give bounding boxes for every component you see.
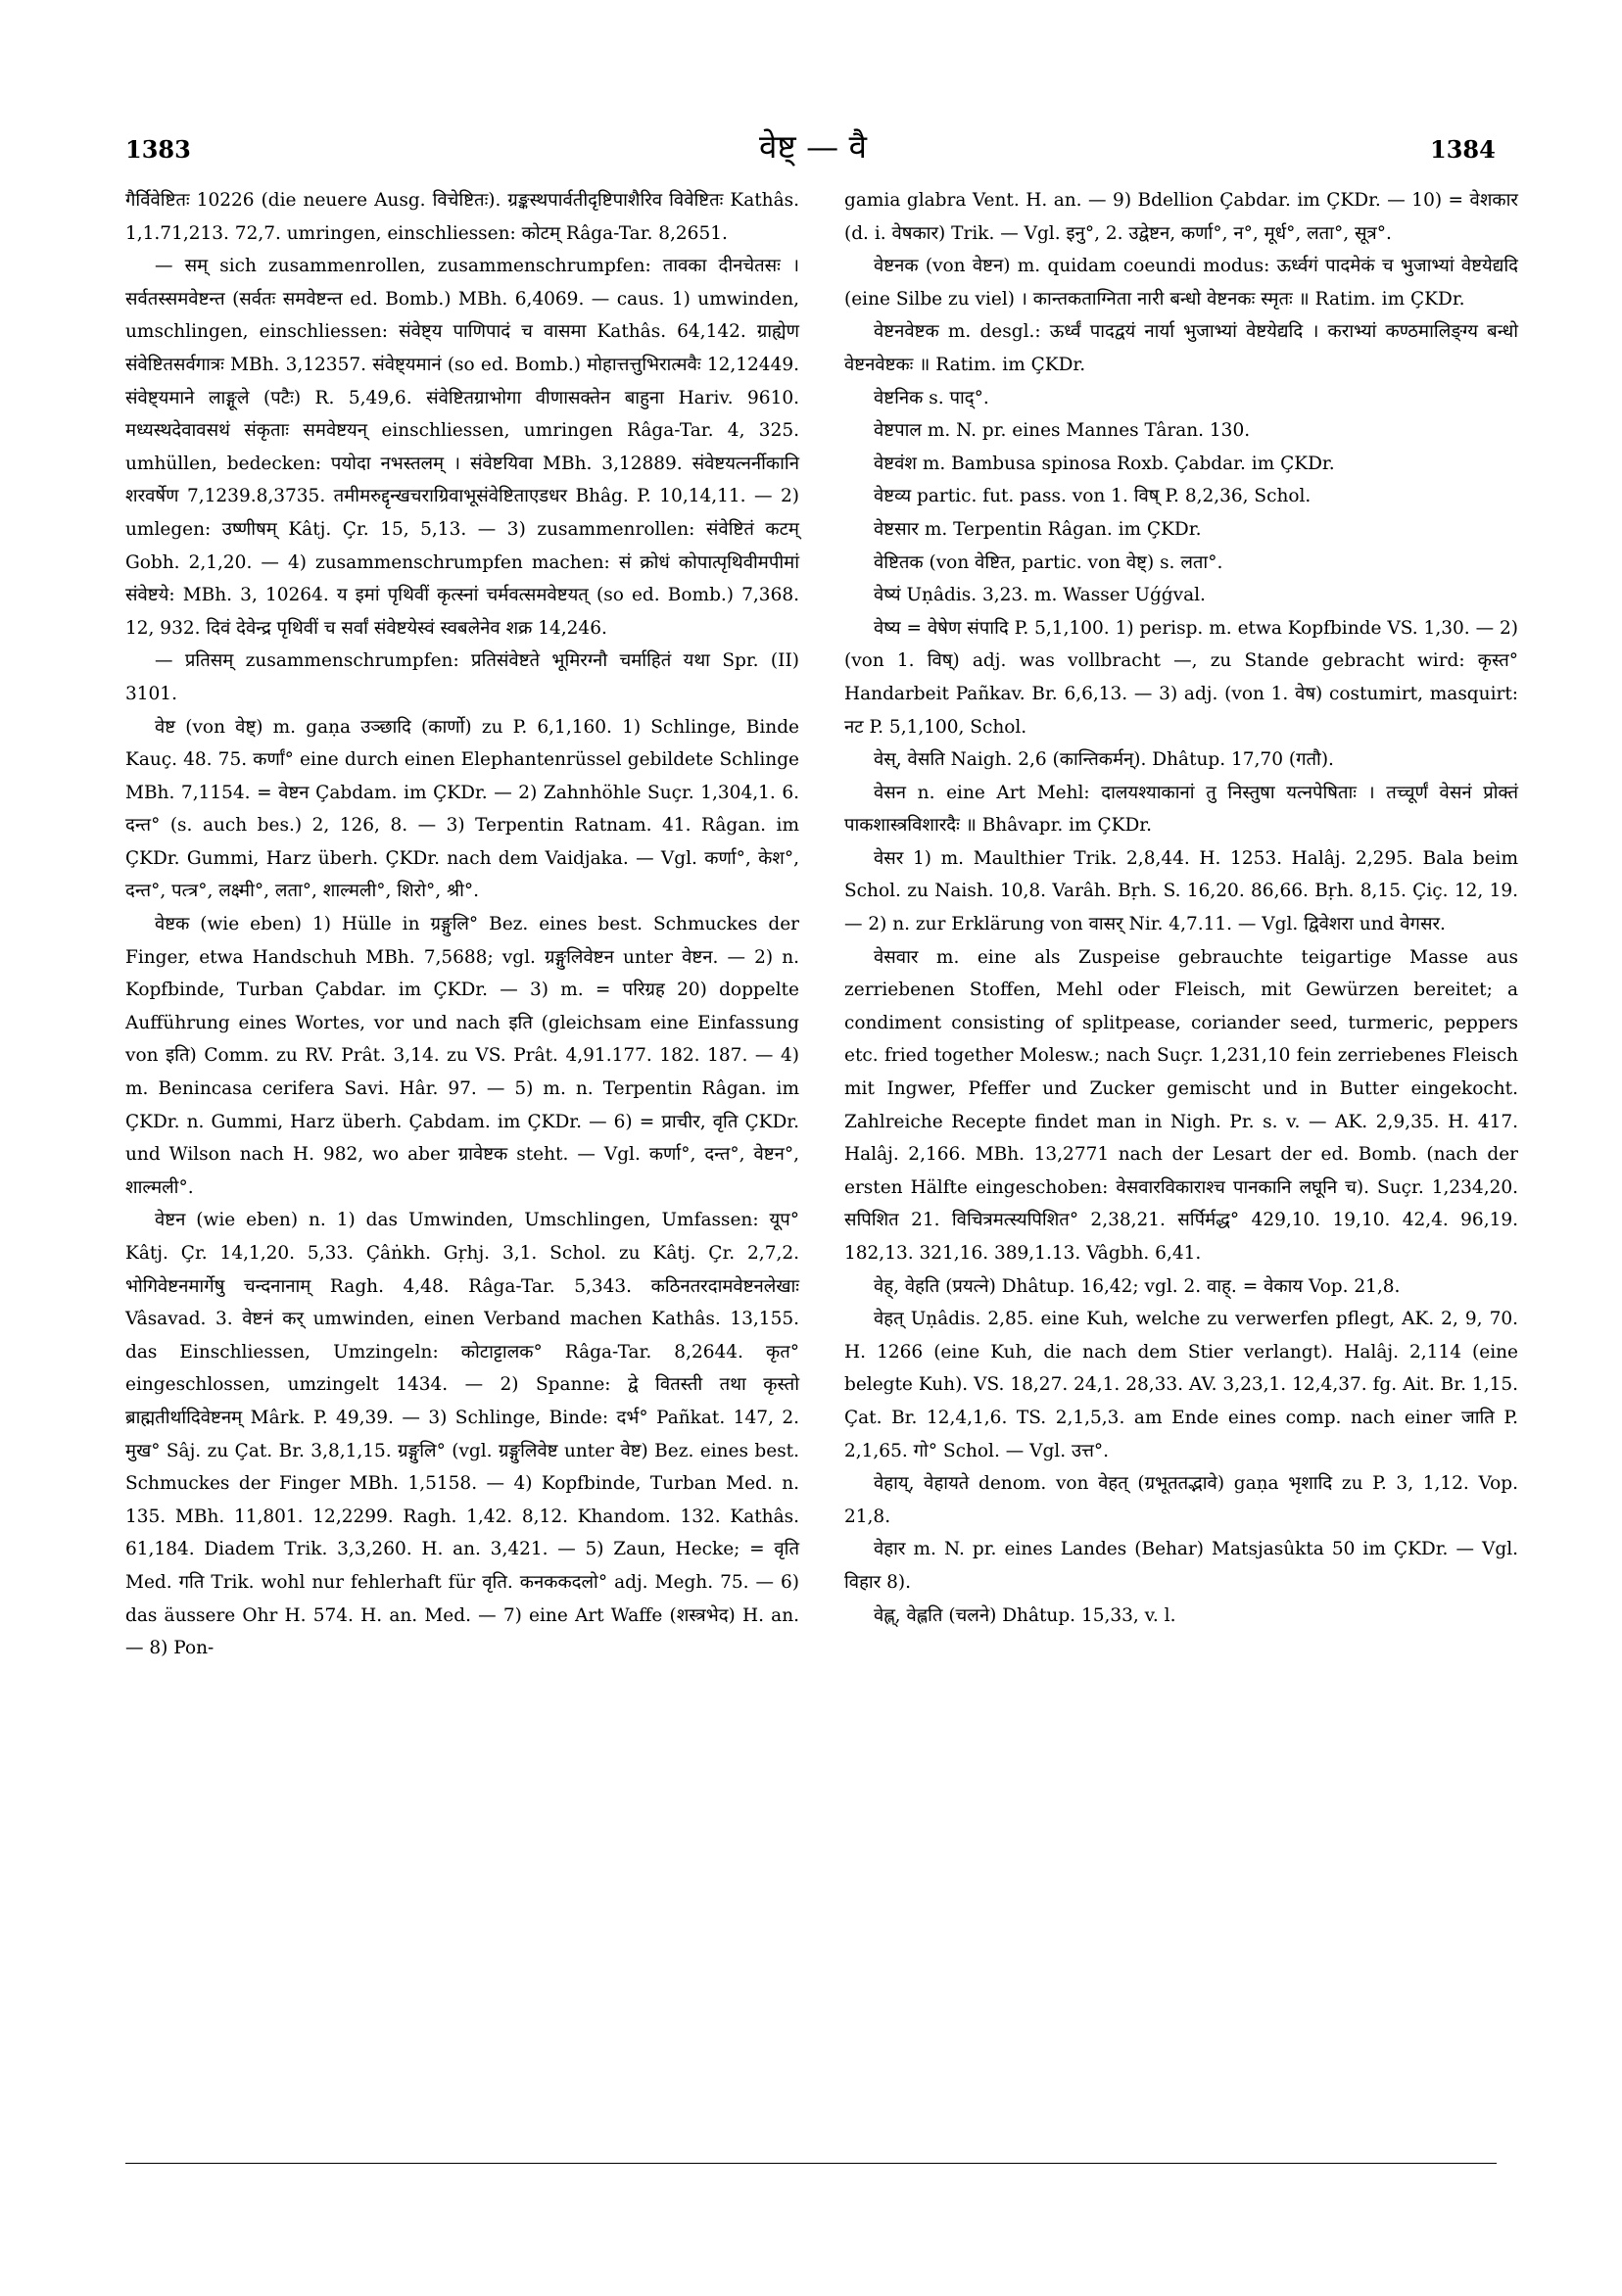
dictionary-entry: वेसन n. eine Art Mehl: दालयश्याकानां तु निस्तुषा यत्नपेषिताः । तच्चूर्णं वेसनं प्रोक्तं पाकशास्त्रविशारदैः ॥ Bhâvapr. im ÇKDr. <box>844 782 1518 837</box>
dictionary-entry: वेसवार m. eine als Zuspeise gebrauchte teigartige Masse aus zerriebenen Stoffen, Mehl oder Fleisch, mit Gewürzen bereitet; a condiment consisting of splitpease, coriander seed, turmeric, peppers etc. fried together Molesw.; nach Suçr. 1,231,10 fein zerriebenes Fleisch mit Ingwer, Pfeffer und Zucker gemischt und in Butter eingekocht. Zahlreiche Recepte findet man in Nigh. Pr. s. v. — AK. 2,9,35. H. 417. Halâj. 2,166. MBh. 13,2771 nach der Lesart der ed. Bomb. (nach der ersten Hälfte eingeschoben: वेसवारविकाराश्च पानकानि लघूनि च). Suçr. 1,234,20. सपिशित 21. विचित्रमत्स्यपिशित° 2,38,21. सर्पिर्मद्ध° 429,10. 19,10. 42,4. 96,19. 182,13. 321,16. 389,1.13. Vâgbh. 6,41. <box>844 946 1518 1264</box>
dictionary-entry: — प्रतिसम् zusammenschrumpfen: प्रतिसंवेष्टते भूमिरग्नौ चर्माहितं यथा Spr. (II) 3101. <box>125 650 799 704</box>
dictionary-entry: वेष्टवंश m. Bambusa spinosa Roxb. Çabdar. im ÇKDr. <box>874 453 1335 474</box>
dictionary-entry: वेसर 1) m. Maulthier Trik. 2,8,44. H. 1253. Halâj. 2,295. Bala beim Schol. zu Naish. 10,8. Varâh. Bṛh. S. 16,20. 86,66. Bṛh. 8,15. Çiç. 12, 19. — 2) n. zur Erklärung von वासर् Nir. 4,7.11. — Vgl. द्विवेशरा und वेगसर. <box>844 847 1518 935</box>
page-number-left: 1383 <box>125 135 191 164</box>
footer-rule <box>125 2163 1497 2164</box>
page-header <box>0 0 1622 176</box>
dictionary-entry: वेष्य = वेषेण संपादि P. 5,1,100. 1) perisp. m. etwa Kopfbinde VS. 1,30. — 2) (von 1. विष्) adj. was vollbracht —, zu Stande gebracht wird: कृस्त° Handarbeit Pañkav. Br. 6,6,13. — 3) adj. (von 1. वेष) costumirt, masquirt: नट P. 5,1,100, Schol. <box>844 617 1518 738</box>
right-column <box>844 184 1518 1632</box>
dictionary-entry: वेस्, वेसति Naigh. 2,6 (कान्तिकर्मन्). Dhâtup. 17,70 (गतौ). <box>874 749 1334 771</box>
dictionary-entry: वेष्टसार m. Terpentin Râgan. im ÇKDr. <box>874 518 1202 540</box>
dictionary-entry: वेह्ल्, वेह्लति (चलने) Dhâtup. 15,33, v. l. <box>874 1604 1176 1626</box>
page-number-right: 1384 <box>1430 135 1496 164</box>
dictionary-entry: गैर्विवेष्टितः 10226 (die neuere Ausg. विचेष्टितः). ग्रङ्कस्थपार्वतीदृष्टिपाशैरिव विवेष्टितः Kathâs. 1,1.71,213. 72,7. umringen, einschliessen: कोटम् Râga-Tar. 8,2651. <box>125 190 799 244</box>
dictionary-entry: वेष्टितक (von वेष्टित, partic. von वेष्ट्) s. लता°. <box>874 551 1223 573</box>
dictionary-entry: वेष्टपाल m. N. pr. eines Mannes Târan. 130. <box>874 420 1251 442</box>
dictionary-entry: वेष्टनवेष्टक m. desgl.: ऊर्ध्वं पादद्वयं नार्या भुजाभ्यां वेष्टयेद्यदि । कराभ्यां कण्ठमालिङ्ग्य बन्धो वेष्टनवेष्टकः ॥ Ratim. im ÇKDr. <box>844 321 1518 375</box>
dictionary-entry: gamia glabra Vent. H. an. — 9) Bdellion Çabdar. im ÇKDr. — 10) = वेशकार (d. i. वेषकार) Trik. — Vgl. इनु°, 2. उद्वेष्टन, कर्णा°, न°, मूर्ध°, लता°, सूत्र°. <box>844 190 1518 244</box>
dictionary-entry: — सम् sich zusammenrollen, zusammenschrumpfen: तावका दीनचेतसः । सर्वतस्समवेष्टन्त (सर्वतः समवेष्टन्त ed. Bomb.) MBh. 6,4069. — caus. 1) umwinden, umschlingen, einschliessen: संवेष्ट्य पाणिपादं च वासमा Kathâs. 64,142. ग्राह्येण संवेष्टितसर्वगात्रः MBh. 3,12357. संवेष्ट्यमानं (so ed. Bomb.) मोहात्तत्तुभिरात्मवैः 12,12449. संवेष्ट्यमाने लाङ्गूले (पटैः) R. 5,49,6. संवेष्टितग्राभोगा वीणासक्तेन बाहुना Hariv. 9610. मध्यस्थदेवावसथं संकृताः समवेष्टयन् einschliessen, umringen Râga-Tar. 4, 325. umhüllen, bedecken: पयोदा नभस्तलम् । संवेष्टयिवा MBh. 3,12889. संवेष्टयत्नर्नीकानि शरवर्षेण 7,1239.8,3735. तमीमरुद्दृन्खचराग्रिवाभूसंवेष्टिताएडधर Bhâg. P. 10,14,11. — 2) umlegen: उष्णीषम् Kâtj. Çr. 15, 5,13. — 3) zusammenrollen: संवेष्टितं कटम् Gobh. 2,1,20. — 4) zusammenschrumpfen machen: सं क्रोधं कोपात्पृथिवीमपीमां संवेष्टये: MBh. 3, 10264. य इमां पृथिवीं कृत्स्नां चर्मवत्समवेष्टयत् (so ed. Bomb.) 7,368. 12, 932. दिवं देवेन्द्र पृथिवीं च सर्वां संवेष्टयेस्वं स्वबलेनेव शक्र 14,246. <box>125 256 799 639</box>
dictionary-entry: वेह्, वेहति (प्रयत्ने) Dhâtup. 16,42; vgl. 2. वाह्. = वेकाय Vop. 21,8. <box>874 1275 1401 1297</box>
dictionary-entry: वेष्टव्य partic. fut. pass. von 1. विष् P. 8,2,36, Schol. <box>874 486 1312 507</box>
dictionary-entry: वेष्ट (von वेष्ट्) m. gaṇa उञ्छादि (कार्णो) zu P. 6,1,160. 1) Schlinge, Binde Kauç. 48. 75. कर्णां° eine durch einen Elephantenrüssel gebildete Schlinge MBh. 7,1154. = वेष्टन Çabdam. im ÇKDr. — 2) Zahnhöhle Suçr. 1,304,1. 6. दन्त° (s. auch bes.) 2, 126, 8. — 3) Terpentin Ratnam. 41. Râgan. im ÇKDr. Gummi, Harz überh. ÇKDr. nach dem Vaidjaka. — Vgl. कर्णा°, केश°, दन्त°, पत्त्र°, लक्ष्मी°, लता°, शाल्मली°, शिरो°, श्री°. <box>125 716 799 902</box>
dictionary-entry: वेष्यं Uṇâdis. 3,23. m. Wasser Uǵǵval. <box>874 585 1206 606</box>
running-headword: वेष्ट् — वै <box>759 127 867 166</box>
dictionary-entry: वेष्टनिक s. पाद्°. <box>874 387 989 408</box>
dictionary-entry: वेहार m. N. pr. eines Landes (Behar) Matsjasûkta 50 im ÇKDr. — Vgl. विहार 8). <box>844 1539 1518 1593</box>
left-column <box>125 184 799 1665</box>
dictionary-entry: वेष्टनक (von वेष्टन) m. quidam coeundi modus: ऊर्ध्वगं पादमेकं च भुजाभ्यां वेष्टयेद्यदि (eine Silbe zu viel) । कान्तकताग्निता नारी बन्धो वेष्टनकः स्मृतः ॥ Ratim. im ÇKDr. <box>844 256 1518 310</box>
dictionary-entry: वेष्टक (wie eben) 1) Hülle in ग्रङ्गुलि° Bez. eines best. Schmuckes der Finger, etwa Handschuh MBh. 7,5688; vgl. ग्रङ्गुलिवेष्टन unter वेष्टन. — 2) n. Kopfbinde, Turban Çabdar. im ÇKDr. — 3) m. = परिग्रह 20) doppelte Aufführung eines Wortes, vor und nach इति (gleichsam eine Einfassung von इति) Comm. zu RV. Prât. 3,14. zu VS. Prât. 4,91.177. 182. 187. — 4) m. Benincasa cerifera Savi. Hâr. 97. — 5) m. n. Terpentin Râgan. im ÇKDr. n. Gummi, Harz überh. Çabdam. im ÇKDr. — 6) = प्राचीर, वृति ÇKDr. und Wilson nach H. 982, wo aber ग्रावेष्टक steht. — Vgl. कर्णा°, दन्त°, वेष्टन°, शाल्मली°. <box>125 914 799 1198</box>
dictionary-entry: वेष्टन (wie eben) n. 1) das Umwinden, Umschlingen, Umfassen: यूप° Kâtj. Çr. 14,1,20. 5,33. Çâṅkh. Gṛhj. 3,1. Schol. zu Kâtj. Çr. 2,7,2. भोगिवेष्टनमार्गेषु चन्दनानाम् Ragh. 4,48. Râga-Tar. 5,343. कठिनतरदामवेष्टनलेखाः Vâsavad. 3. वेष्टनं कर् umwinden, einen Verband machen Kathâs. 13,155. das Einschliessen, Umzingeln: कोटाट्टालक° Râga-Tar. 8,2644. कृत° eingeschlossen, umzingelt 1434. — 2) Spanne: द्वे वितस्ती तथा कृस्तो ब्राह्मतीर्थादिवेष्टनम् Mârk. P. 49,39. — 3) Schlinge, Binde: दर्भ° Pañkat. 147, 2. मुख° Sâj. zu Çat. Br. 3,8,1,15. ग्रङ्गुलि° (vgl. ग्रङ्गुलिवेष्ट unter वेष्ट) Bez. eines best. Schmuckes der Finger MBh. 1,5158. — 4) Kopfbinde, Turban Med. n. 135. MBh. 11,801. 12,2299. Ragh. 1,42. 8,12. Khandom. 132. Kathâs. 61,184. Diadem Trik. 3,3,260. H. an. 3,421. — 5) Zaun, Hecke; = वृति Med. गति Trik. wohl nur fehlerhaft für वृति. कनककदलो° adj. Megh. 75. — 6) das äussere Ohr H. 574. H. an. Med. — 7) eine Art Waffe (शस्त्रभेद) H. an. — 8) Pon- <box>125 1210 799 1659</box>
dictionary-entry: वेहत् Uṇâdis. 2,85. eine Kuh, welche zu verwerfen pflegt, AK. 2, 9, 70. H. 1266 (eine Kuh, die nach dem Stier verlangt). Halâj. 2,114 (eine belegte Kuh). VS. 18,27. 24,1. 28,33. AV. 3,23,1. 12,4,37. fg. Ait. Br. 1,15. Çat. Br. 12,4,1,6. TS. 2,1,5,3. am Ende eines comp. nach einer जाति P. 2,1,65. गो° Schol. — Vgl. उत्त°. <box>844 1309 1518 1461</box>
dictionary-entry: वेहाय्, वेहायते denom. von वेहत् (ग्रभूततद्भावे) gaṇa भृशादि zu P. 3, 1,12. Vop. 21,8. <box>844 1473 1518 1527</box>
